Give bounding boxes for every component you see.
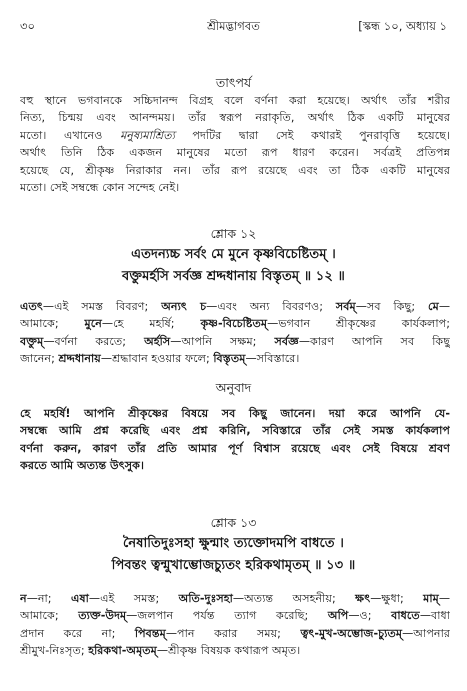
synonym-line [20,315,450,332]
synonym-line [20,333,450,350]
translation-line: করতে আমি অত্যন্ত উৎসুক। [20,459,144,473]
sanskrit-term: শ্রদ্দধানায় [58,352,101,366]
term-meaning: —সবিস্তারে। [245,352,300,366]
translation-line: বর্ণনা করুন, কারণ তাঁর প্রতি আমার পূর্ণ বিশ্বাস রয়েছে এবং সেই বিষয়ে শ্রবণ [20,441,450,455]
term-meaning: —এবং অন্য বিবরণও; [206,300,336,313]
synonym-line [20,590,450,607]
sanskrit-term: বক্তুম্ [20,334,44,348]
verse-13-line-1: নৈষাতিদুঃসহা ক্ষুন্মাং ত্যক্তোদমপি বাধতে । [122,536,344,551]
page-number: ৩০ [20,19,35,33]
sanskrit-term: অপি [327,609,349,623]
term-meaning: —ও; [348,609,392,623]
term-meaning: —শ্রদ্ধাবান হওয়ার ফলে; [100,352,214,366]
book-title: শ্রীমদ্ভাগবত [207,19,260,33]
italic-term: মনুষ্যমাশ্রিত্য [120,128,175,142]
term-meaning: —সব কিছু; [355,300,429,313]
purport-line: বহু স্থানে ভগবানকে সচ্চিদানন্দ বিগ্রহ বলে বর্ণনা করা হয়েছে। অর্থাৎ তাঁর শরীর [20,94,450,107]
verse-12-line-1: এতদন্যচ্চ সর্বং মে মুনে কৃষ্ণবিচেষ্টিতম্ । [131,247,336,262]
term-meaning: আমাকে; [20,317,85,331]
sanskrit-term: অতি-দুঃসহা [178,592,233,605]
term-meaning: —ভগবান শ্রীকৃষ্ণের কার্যকলাপ; [267,317,450,331]
verse-13-heading: শ্লোক ১৩ [210,515,257,530]
sanskrit-term: সর্বজ্ঞ [274,334,299,348]
term-meaning: —ক্ষুধা; [370,592,424,605]
synonym-line [20,625,450,642]
term-meaning: —আপনি সক্ষম; [170,334,275,348]
term-meaning: —এই সমস্ত বিবরণ; [42,300,162,313]
synonyms-12 [20,298,450,368]
sanskrit-term: পিবন্তম্ [134,626,166,640]
term-meaning: —অত্যন্ত অসহনীয়; [232,592,356,605]
synonym-line [20,642,450,659]
term-meaning: শ্রীমুখ-নিঃসৃত; [20,644,89,658]
page-header [20,18,447,34]
synonym-line [20,350,450,367]
verse-12-line-2: বক্তুমর্হসি সর্বজ্ঞ শ্রদ্দধানায় বিস্তৃতম্ ॥ ১২ ॥ [122,269,345,284]
sanskrit-term: অর্হসি [144,334,171,348]
purport-line: হয়েছে যে, শ্রীকৃষ্ণ নিরাকার নন। তাঁর রূপ রয়েছে এবং তা ঠিক একটি মানুষের [20,163,450,177]
chapter-reference: [স্কন্ধ ১০, অধ্যায় ১ [358,19,447,33]
synonym-line [20,607,450,624]
purport-line: মতো। এখানেও মনুষ্যমাশ্রিত্য পদটির দ্বারা সেই কথারই পুনরাবৃত্তি হয়েছে। [20,128,450,142]
sanskrit-term: ন [20,592,27,605]
term-meaning: জানেন; [20,352,59,366]
sanskrit-term: মাম্ [423,592,439,605]
sanskrit-term: মুনে [84,317,102,331]
synonym-line [20,298,450,315]
verse-13-line-2: পিবন্তং ত্বন্মুখাম্ভোজচ্যুতং হরিকথামৃতম্ ॥ ১৩ ॥ [111,558,356,573]
term-meaning: — [438,300,450,313]
sanskrit-term: কৃষ্ণ-বিচেষ্টিতম্ [200,317,268,331]
sanskrit-term: এতৎ [20,300,43,313]
term-meaning: —জলপান পর্যন্ত ত্যাগ করেছি; [126,609,328,623]
term-meaning: —হে মহর্ষি; [101,317,201,331]
term-meaning: —পান করার সময়; [165,626,301,640]
sanskrit-term: অন্যৎ চ [161,300,207,313]
term-meaning: —শ্রীকৃষ্ণ বিষয়ক কথারূপ অমৃত। [156,644,301,658]
purport-heading: তাৎপর্য [215,75,252,90]
sanskrit-term: ক্ষৎ [355,592,371,605]
sanskrit-term: বাধতে [391,609,420,623]
sanskrit-term: হরিকথা-অমৃতম্ [88,644,157,658]
term-meaning: —বাধা [419,609,450,623]
term-meaning: — [438,592,450,605]
purport-line: নিত্য, চিন্ময় এবং আনন্দময়। তাঁর স্বরূপ নরাকৃতি, অর্থাৎ ঠিক একটি মানুষের [20,111,450,125]
translation-heading: অনুবাদ [215,380,252,395]
translation-12 [20,405,450,475]
translation-line: সম্বন্ধে আমি প্রশ্ন করেছি এবং প্রশ্ন করিনি, সবিস্তারে তাঁর সেই সমস্ত কার্যকলাপ [20,424,450,438]
sanskrit-term: সর্বম্ [335,300,356,313]
verse-12-heading: শ্লোক ১২ [210,226,257,241]
term-meaning: —আপনার [402,626,450,640]
sanskrit-term: ত্বৎ-মুখ-অম্ভোজ-চ্যুতম্ [300,626,403,640]
term-meaning: —কারণ আপনি সব কিছু [298,334,450,348]
translation-line: হে মহর্ষি! আপনি শ্রীকৃষ্ণের বিষয়ে সব কিছু জানেন। দয়া করে আপনি যে- [20,407,450,420]
purport-text [20,92,450,196]
sanskrit-term: এষা [70,592,89,605]
term-meaning: —না; [26,592,71,605]
term-meaning: আমাকে; [20,609,79,623]
sanskrit-term: বিস্তৃতম্ [213,352,246,366]
synonyms-13 [20,590,450,660]
term-meaning: —বর্ণনা করতে; [43,334,145,348]
purport-line: অর্থাৎ তিনি ঠিক একজন মানুষের মতো রূপ ধারণ করেন। সর্বত্রই প্রতিপন্ন [20,146,450,160]
term-meaning: প্রদান করে না; [20,626,135,640]
term-meaning: —এই সমস্ত; [88,592,179,605]
purport-line: মতো। সেই সম্বন্ধে কোন সন্দেহ নেই। [20,181,180,195]
sanskrit-term: মে [428,300,439,313]
sanskrit-term: ত্যক্ত-উদম্ [78,609,127,623]
